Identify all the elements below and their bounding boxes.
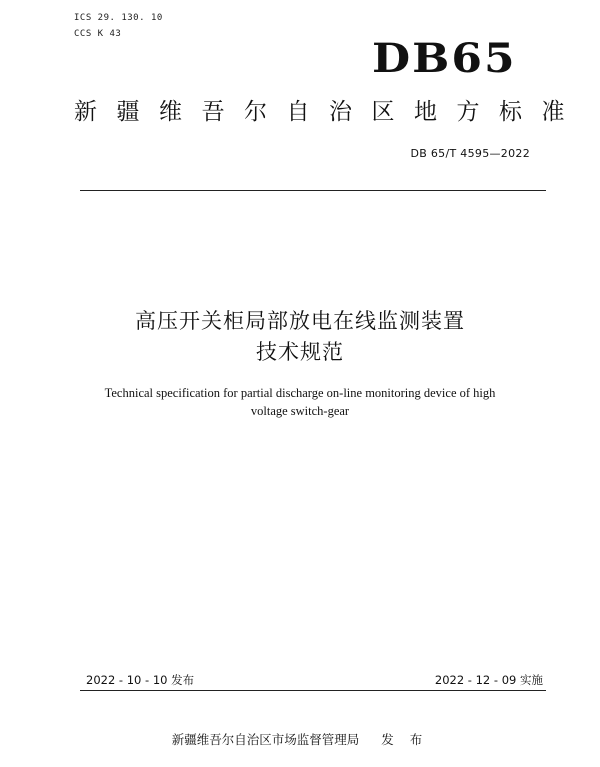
issue-date: 2022 - 10 - 10 发布 <box>86 673 195 687</box>
standard-number: DB 65/T 4595—2022 <box>410 147 530 160</box>
english-title-line-1: Technical specification for partial discharge on-line monitoring device of high <box>104 386 496 400</box>
top-divider <box>80 190 546 191</box>
publisher-line <box>0 731 600 749</box>
english-title-line-2: voltage switch-gear <box>250 404 350 418</box>
chinese-title-line-2: 技术规范 <box>256 340 344 364</box>
chinese-title-line-1: 高压开关柜局部放电在线监测装置 <box>135 309 465 333</box>
standard-type: 新疆维吾尔自治区地方标准 <box>74 99 584 125</box>
publisher-name: 新疆维吾尔自治区市场监督管理局 <box>171 732 360 747</box>
db65-logo: DB65 <box>372 35 517 82</box>
bottom-divider <box>80 690 546 691</box>
publish-label: 发 布 <box>381 732 429 747</box>
implementation-date: 2022 - 12 - 09 实施 <box>434 673 543 687</box>
ics-code: ICS 29. 130. 10 <box>74 13 163 23</box>
ccs-code: CCS K 43 <box>74 29 122 39</box>
